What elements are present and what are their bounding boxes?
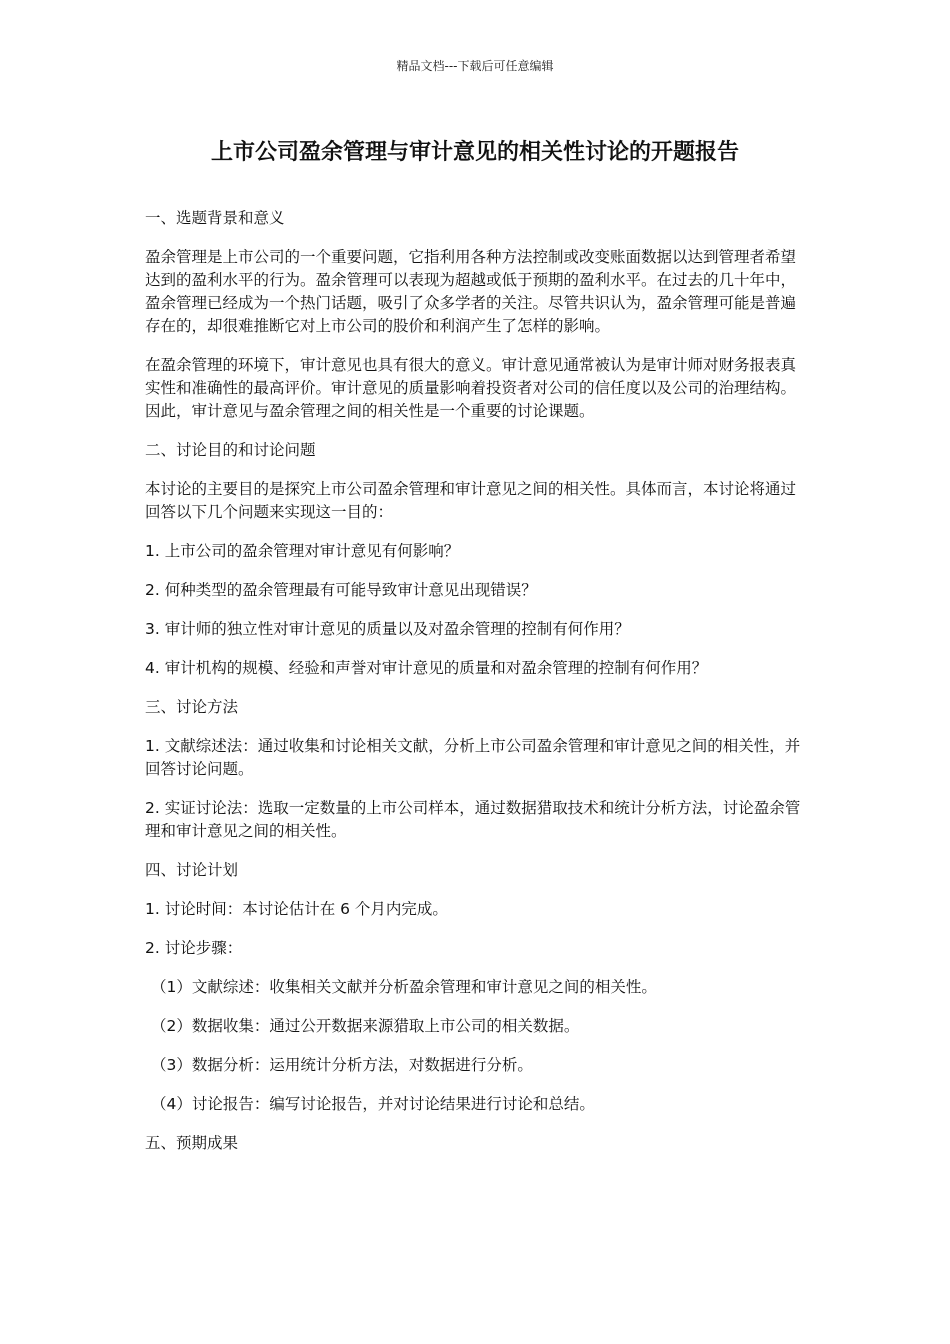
section-heading-outcomes: 五、预期成果 [145,1134,239,1152]
method-item-1: 1. 文献综述法：通过收集和讨论相关文献，分析上市公司盈余管理和审计意见之间的相关性，并回答讨论问题。 [145,737,801,778]
plan-step-3: （3）数据分析：运用统计分析方法，对数据进行分析。 [151,1056,533,1074]
document-body [145,207,810,1171]
question-item-2: 2. 何种类型的盈余管理最有可能导致审计意见出现错误？ [145,581,537,599]
section-heading-objectives: 二、讨论目的和讨论问题 [145,441,316,459]
plan-steps-label: 2. 讨论步骤： [145,939,243,957]
paragraph-objectives-intro: 本讨论的主要目的是探究上市公司盈余管理和审计意见之间的相关性。具体而言，本讨论将通过回答以下几个问题来实现这一目的： [145,480,797,521]
document-title: 上市公司盈余管理与审计意见的相关性讨论的开题报告 [210,140,739,165]
plan-step-4: （4）讨论报告：编写讨论报告，并对讨论结果进行讨论和总结。 [151,1095,595,1113]
section-heading-background: 一、选题背景和意义 [145,209,285,227]
paragraph-background-2: 在盈余管理的环境下，审计意见也具有很大的意义。审计意见通常被认为是审计师对财务报表真实性和准确性的最高评价。审计意见的质量影响着投资者对公司的信任度以及公司的治理结构。因此，审计意见与盈余管理之间的相关性是一个重要的讨论课题。 [145,356,797,420]
question-item-1: 1. 上市公司的盈余管理对审计意见有何影响？ [145,542,460,560]
question-item-3: 3. 审计师的独立性对审计意见的质量以及对盈余管理的控制有何作用？ [145,620,630,638]
plan-time: 1. 讨论时间：本讨论估计在 6 个月内完成。 [145,900,448,918]
section-heading-plan: 四、讨论计划 [145,861,239,879]
question-item-4: 4. 审计机构的规模、经验和声誉对审计意见的质量和对盈余管理的控制有何作用？ [145,659,708,677]
header-note: 精品文档---下载后可任意编辑 [396,59,554,73]
method-item-2: 2. 实证讨论法：选取一定数量的上市公司样本，通过数据猎取技术和统计分析方法，讨论盈余管理和审计意见之间的相关性。 [145,799,801,840]
section-heading-methods: 三、讨论方法 [145,698,239,716]
paragraph-background-1: 盈余管理是上市公司的一个重要问题，它指利用各种方法控制或改变账面数据以达到管理者希望达到的盈利水平的行为。盈余管理可以表现为超越或低于预期的盈利水平。在过去的几十年中，盈余管理已经成为一个热门话题，吸引了众多学者的关注。尽管共识认为，盈余管理可能是普遍存在的，却很难推断它对上市公司的股价和利润产生了怎样的影响。 [145,248,797,335]
plan-step-2: （2）数据收集：通过公开数据来源猎取上市公司的相关数据。 [151,1017,580,1035]
plan-step-1: （1）文献综述：收集相关文献并分析盈余管理和审计意见之间的相关性。 [151,978,657,996]
